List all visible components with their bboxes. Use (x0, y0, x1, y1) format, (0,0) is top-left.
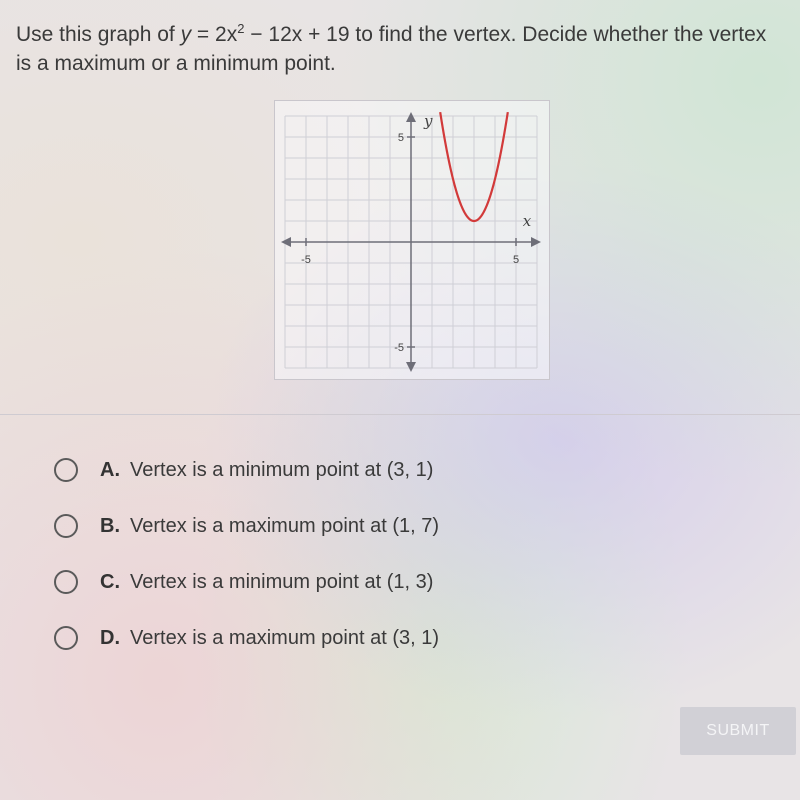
option-b-text: Vertex is a maximum point at (1, 7) (130, 514, 440, 537)
tick-label-x-neg5: -5 (301, 254, 311, 266)
option-d-letter: D. (100, 626, 120, 649)
graph (274, 100, 550, 380)
option-a-text: Vertex is a minimum point at (3, 1) (130, 458, 434, 481)
equation-body: = 2x (191, 23, 238, 46)
option-c-text: Vertex is a minimum point at (1, 3) (130, 570, 434, 593)
y-axis-label: y (424, 112, 433, 130)
submit-button[interactable]: SUBMIT (680, 707, 796, 755)
option-b-letter: B. (100, 514, 120, 537)
section-divider (0, 414, 800, 415)
graph-svg (275, 101, 549, 379)
option-c-letter: C. (100, 570, 120, 593)
x-axis-label: x (522, 212, 532, 230)
radio-button-c[interactable] (54, 570, 78, 594)
tick-label-y-5: 5 (397, 132, 404, 144)
equation-tail: − 12x + 19 (244, 23, 350, 46)
tick-label-y-neg5: -5 (394, 342, 404, 354)
question-suffix: to find the vertex. Decide whether the vertex is a maximum or a minimum point. (16, 23, 767, 75)
option-a[interactable] (54, 452, 614, 488)
x-axis-arrow-left (281, 237, 291, 247)
option-a-letter: A. (100, 458, 120, 481)
equation-exponent: 2 (237, 21, 245, 36)
x-axis-arrow-right (531, 237, 541, 247)
option-b[interactable] (54, 508, 614, 544)
y-axis-arrow-up (406, 112, 416, 122)
question-prefix: Use this graph of (16, 23, 181, 46)
radio-button-b[interactable] (54, 514, 78, 538)
y-axis-arrow-down (406, 362, 416, 372)
radio-button-a[interactable] (54, 458, 78, 482)
option-d-text: Vertex is a maximum point at (3, 1) (130, 626, 440, 649)
radio-button-d[interactable] (54, 626, 78, 650)
option-c[interactable] (54, 564, 614, 600)
question-text (16, 14, 786, 78)
option-d[interactable] (54, 620, 614, 656)
tick-label-x-5: 5 (512, 254, 520, 266)
equation-variable: y (180, 23, 192, 46)
